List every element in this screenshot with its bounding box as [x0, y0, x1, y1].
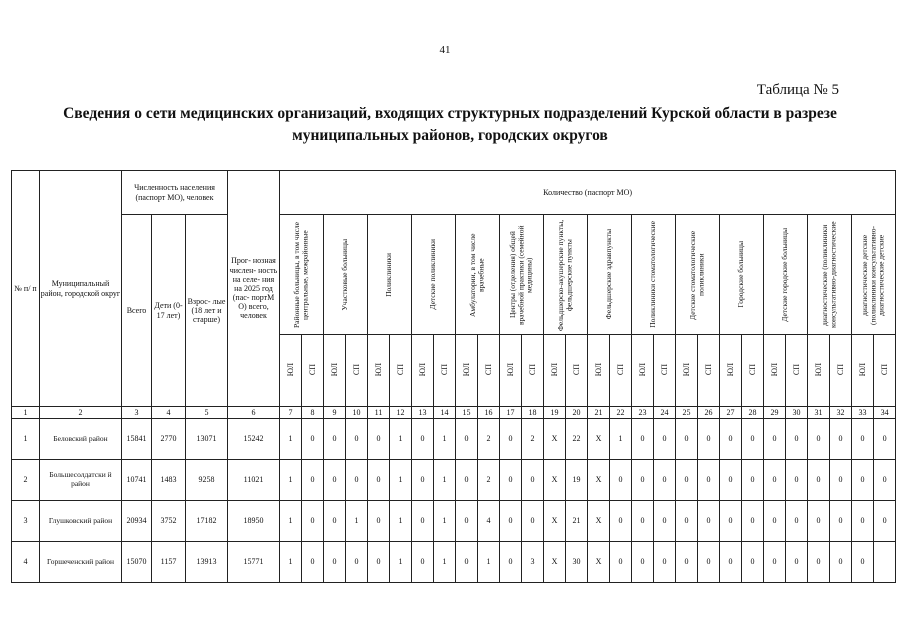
header-facility-type: Городские больницы [720, 215, 764, 335]
cell-value: 0 [632, 542, 654, 583]
cell-value: 0 [456, 542, 478, 583]
table-label: Таблица № 5 [756, 82, 839, 98]
sub-header-sp: СП [654, 335, 676, 407]
cell-value: Х [544, 460, 566, 501]
sub-header-yul: ЮЛ [764, 335, 786, 407]
cell-value: 0 [456, 460, 478, 501]
cell-value: 0 [676, 501, 698, 542]
population-children: 2770 [152, 419, 186, 460]
sub-header-sp: СП [610, 335, 632, 407]
cell-value: 0 [764, 460, 786, 501]
header-forecast: Прог- нозная числен- ность на селе- ния на 2025 год (пас- портМ О) всего, человек [228, 171, 280, 407]
cell-value: 0 [302, 460, 324, 501]
population-total: 20934 [122, 501, 152, 542]
cell-value: 0 [808, 460, 830, 501]
table-row [12, 542, 896, 583]
table-row [12, 460, 896, 501]
column-number: 6 [228, 407, 280, 419]
district-name: Большесолдатски й район [40, 460, 122, 501]
cell-value: 0 [786, 460, 808, 501]
cell-value: 0 [764, 419, 786, 460]
cell-value: 0 [698, 460, 720, 501]
header-facility-type: Детские городские больницы [764, 215, 808, 335]
cell-value [874, 542, 896, 583]
cell-value: 1 [610, 419, 632, 460]
column-number: 12 [390, 407, 412, 419]
cell-value: 0 [786, 542, 808, 583]
cell-value: 1 [280, 419, 302, 460]
cell-value: 0 [720, 419, 742, 460]
cell-value: 0 [830, 419, 852, 460]
cell-value: 0 [324, 542, 346, 583]
cell-value: 0 [654, 542, 676, 583]
cell-value: Х [544, 501, 566, 542]
column-number: 11 [368, 407, 390, 419]
population-adults: 13071 [186, 419, 228, 460]
cell-value: Х [544, 542, 566, 583]
header-facility-type: Детские поликлиники [412, 215, 456, 335]
column-number: 23 [632, 407, 654, 419]
district-name: Глушковский район [40, 501, 122, 542]
cell-value: 0 [368, 460, 390, 501]
cell-value: 0 [368, 501, 390, 542]
population-adults: 13913 [186, 542, 228, 583]
cell-value: 1 [390, 460, 412, 501]
sub-header-yul: ЮЛ [280, 335, 302, 407]
cell-value: 0 [500, 419, 522, 460]
sub-header-sp: СП [874, 335, 896, 407]
sub-header-yul: ЮЛ [588, 335, 610, 407]
cell-value: 0 [808, 542, 830, 583]
population-forecast: 18950 [228, 501, 280, 542]
cell-value: 0 [742, 419, 764, 460]
population-total: 10741 [122, 460, 152, 501]
header-total: Всего [122, 215, 152, 407]
cell-value: 0 [654, 419, 676, 460]
cell-value: 0 [324, 501, 346, 542]
cell-value: 1 [434, 460, 456, 501]
cell-value: 0 [522, 501, 544, 542]
population-forecast: 11021 [228, 460, 280, 501]
column-number: 20 [566, 407, 588, 419]
population-children: 1157 [152, 542, 186, 583]
cell-value: 0 [632, 419, 654, 460]
column-number: 3 [122, 407, 152, 419]
cell-value: 0 [830, 460, 852, 501]
column-number: 25 [676, 407, 698, 419]
column-number: 15 [456, 407, 478, 419]
cell-value: 0 [742, 501, 764, 542]
sub-header-yul: ЮЛ [500, 335, 522, 407]
cell-value: 0 [874, 460, 896, 501]
row-number: 3 [12, 501, 40, 542]
sub-header-yul: ЮЛ [808, 335, 830, 407]
table-row [12, 419, 896, 460]
cell-value: 0 [302, 542, 324, 583]
population-adults: 9258 [186, 460, 228, 501]
cell-value: 0 [346, 460, 368, 501]
column-number: 14 [434, 407, 456, 419]
sub-header-yul: ЮЛ [720, 335, 742, 407]
cell-value: 0 [324, 460, 346, 501]
column-number: 13 [412, 407, 434, 419]
sub-header-yul: ЮЛ [412, 335, 434, 407]
row-number: 4 [12, 542, 40, 583]
column-number: 10 [346, 407, 368, 419]
column-number: 2 [40, 407, 122, 419]
cell-value: 0 [500, 542, 522, 583]
cell-value: 0 [676, 460, 698, 501]
cell-value: 0 [764, 501, 786, 542]
cell-value: 0 [610, 501, 632, 542]
cell-value: 0 [500, 460, 522, 501]
cell-value: 0 [786, 419, 808, 460]
column-number: 26 [698, 407, 720, 419]
cell-value: 2 [522, 419, 544, 460]
column-number: 9 [324, 407, 346, 419]
column-number: 18 [522, 407, 544, 419]
cell-value: 19 [566, 460, 588, 501]
cell-value: Х [588, 460, 610, 501]
cell-value: 22 [566, 419, 588, 460]
column-number-row [12, 407, 896, 419]
cell-value: 0 [720, 501, 742, 542]
cell-value: 0 [522, 460, 544, 501]
cell-value: 4 [478, 501, 500, 542]
cell-value: 1 [280, 501, 302, 542]
cell-value: 0 [698, 501, 720, 542]
column-number: 7 [280, 407, 302, 419]
cell-value: 1 [346, 501, 368, 542]
column-number: 1 [12, 407, 40, 419]
sub-header-sp: СП [742, 335, 764, 407]
cell-value: 0 [742, 460, 764, 501]
sub-header-yul: ЮЛ [324, 335, 346, 407]
sub-header-sp: СП [522, 335, 544, 407]
district-name: Горшеченский район [40, 542, 122, 583]
cell-value: 1 [390, 419, 412, 460]
header-n: № п/ п [12, 171, 40, 407]
sub-header-sp: СП [390, 335, 412, 407]
sub-header-yul: ЮЛ [852, 335, 874, 407]
header-facility-type: Центры (отделения) общей врачебной практики (семейной медицины) [500, 215, 544, 335]
cell-value: 0 [324, 419, 346, 460]
cell-value: Х [588, 419, 610, 460]
column-number: 27 [720, 407, 742, 419]
cell-value: Х [544, 419, 566, 460]
cell-value: 1 [434, 542, 456, 583]
header-count-group: Количество (паспорт МО) [280, 171, 896, 215]
cell-value: 0 [654, 501, 676, 542]
cell-value: 1 [478, 542, 500, 583]
title-line-1: Сведения о сети медицинских организаций, входящих структурных подразделений Курской области в разрезе [63, 105, 837, 122]
header-facility-type: диагностические (поликлиники консультативно-диагностические [808, 215, 852, 335]
cell-value: 1 [390, 501, 412, 542]
cell-value: 0 [610, 542, 632, 583]
header-district: Муниципальный район, городской округ [40, 171, 122, 407]
title-line-2: муниципальных районов, городских округов [292, 127, 608, 144]
cell-value: 0 [830, 542, 852, 583]
sub-header-sp: СП [566, 335, 588, 407]
column-number: 28 [742, 407, 764, 419]
header-facility-type: Участковые больницы [324, 215, 368, 335]
cell-value: 0 [368, 419, 390, 460]
cell-value: 0 [632, 460, 654, 501]
cell-value: 30 [566, 542, 588, 583]
header-facility-type: Фельдшерские здравпункты [588, 215, 632, 335]
column-number: 33 [852, 407, 874, 419]
column-number: 8 [302, 407, 324, 419]
cell-value: 1 [434, 501, 456, 542]
row-number: 1 [12, 419, 40, 460]
sub-header-sp: СП [478, 335, 500, 407]
cell-value: 0 [346, 419, 368, 460]
cell-value: 0 [654, 460, 676, 501]
column-number: 34 [874, 407, 896, 419]
column-number: 31 [808, 407, 830, 419]
cell-value: 0 [852, 501, 874, 542]
header-population-group: Численность населения (паспорт МО), человек [122, 171, 228, 215]
population-children: 1483 [152, 460, 186, 501]
cell-value: 0 [852, 419, 874, 460]
cell-value: 0 [632, 501, 654, 542]
cell-value: 2 [478, 419, 500, 460]
cell-value: 0 [698, 419, 720, 460]
column-number: 22 [610, 407, 632, 419]
cell-value: 1 [434, 419, 456, 460]
header-facility-type: Детские стоматологические поликлиники [676, 215, 720, 335]
cell-value: 1 [280, 460, 302, 501]
cell-value: 0 [412, 501, 434, 542]
cell-value: 0 [852, 542, 874, 583]
cell-value: 1 [390, 542, 412, 583]
cell-value: 0 [610, 460, 632, 501]
population-forecast: 15242 [228, 419, 280, 460]
cell-value: 1 [280, 542, 302, 583]
sub-header-yul: ЮЛ [368, 335, 390, 407]
sub-header-yul: ЮЛ [676, 335, 698, 407]
cell-value: 0 [500, 501, 522, 542]
column-number: 29 [764, 407, 786, 419]
cell-value: 0 [368, 542, 390, 583]
population-children: 3752 [152, 501, 186, 542]
cell-value: 0 [412, 460, 434, 501]
column-number: 17 [500, 407, 522, 419]
cell-value: 0 [874, 501, 896, 542]
sub-header-yul: ЮЛ [456, 335, 478, 407]
column-number: 21 [588, 407, 610, 419]
cell-value: 0 [786, 501, 808, 542]
population-total: 15841 [122, 419, 152, 460]
column-number: 32 [830, 407, 852, 419]
header-adults: Взрос- лые (18 лет и старше) [186, 215, 228, 407]
cell-value: 0 [412, 419, 434, 460]
cell-value: 0 [764, 542, 786, 583]
header-facility-type: Районные больницы, в том числе центральные, межрайонные [280, 215, 324, 335]
row-number: 2 [12, 460, 40, 501]
sub-header-sp: СП [346, 335, 368, 407]
header-facility-type: Поликлиники [368, 215, 412, 335]
header-facility-type: Фельдшерско-акушерские пункты, фельдшерские пункты [544, 215, 588, 335]
cell-value: 0 [698, 542, 720, 583]
column-number: 4 [152, 407, 186, 419]
cell-value: 0 [720, 542, 742, 583]
cell-value: 0 [456, 501, 478, 542]
sub-header-sp: СП [786, 335, 808, 407]
header-facility-type: диагностические детские (поликлиники консультативно-диагностические детские [852, 215, 896, 335]
cell-value: 0 [742, 542, 764, 583]
cell-value: 0 [302, 419, 324, 460]
population-adults: 17182 [186, 501, 228, 542]
cell-value: Х [588, 542, 610, 583]
cell-value: 0 [676, 542, 698, 583]
population-forecast: 15771 [228, 542, 280, 583]
cell-value: 0 [720, 460, 742, 501]
sub-header-sp: СП [434, 335, 456, 407]
cell-value: Х [588, 501, 610, 542]
header-facility-type: Поликлиники стоматологические [632, 215, 676, 335]
cell-value: 0 [852, 460, 874, 501]
column-number: 19 [544, 407, 566, 419]
cell-value: 0 [830, 501, 852, 542]
sub-header-sp: СП [830, 335, 852, 407]
cell-value: 0 [874, 419, 896, 460]
document-title [60, 103, 840, 147]
column-number: 30 [786, 407, 808, 419]
header-children: Дети (0- 17 лет) [152, 215, 186, 407]
facilities-table [11, 170, 896, 583]
cell-value: 0 [302, 501, 324, 542]
sub-header-sp: СП [698, 335, 720, 407]
column-number: 24 [654, 407, 676, 419]
cell-value: 0 [412, 542, 434, 583]
sub-header-sp: СП [302, 335, 324, 407]
table-row [12, 501, 896, 542]
sub-header-yul: ЮЛ [632, 335, 654, 407]
cell-value: 0 [808, 419, 830, 460]
header-facility-type: Амбулатории, в том числе врачебные [456, 215, 500, 335]
sub-header-yul: ЮЛ [544, 335, 566, 407]
cell-value: 0 [346, 542, 368, 583]
cell-value: 3 [522, 542, 544, 583]
cell-value: 0 [808, 501, 830, 542]
cell-value: 0 [456, 419, 478, 460]
column-number: 5 [186, 407, 228, 419]
district-name: Беловский район [40, 419, 122, 460]
page-number: 41 [439, 44, 451, 56]
cell-value: 0 [676, 419, 698, 460]
cell-value: 2 [478, 460, 500, 501]
population-total: 15070 [122, 542, 152, 583]
page-bottom-margin [0, 590, 905, 640]
cell-value: 21 [566, 501, 588, 542]
column-number: 16 [478, 407, 500, 419]
